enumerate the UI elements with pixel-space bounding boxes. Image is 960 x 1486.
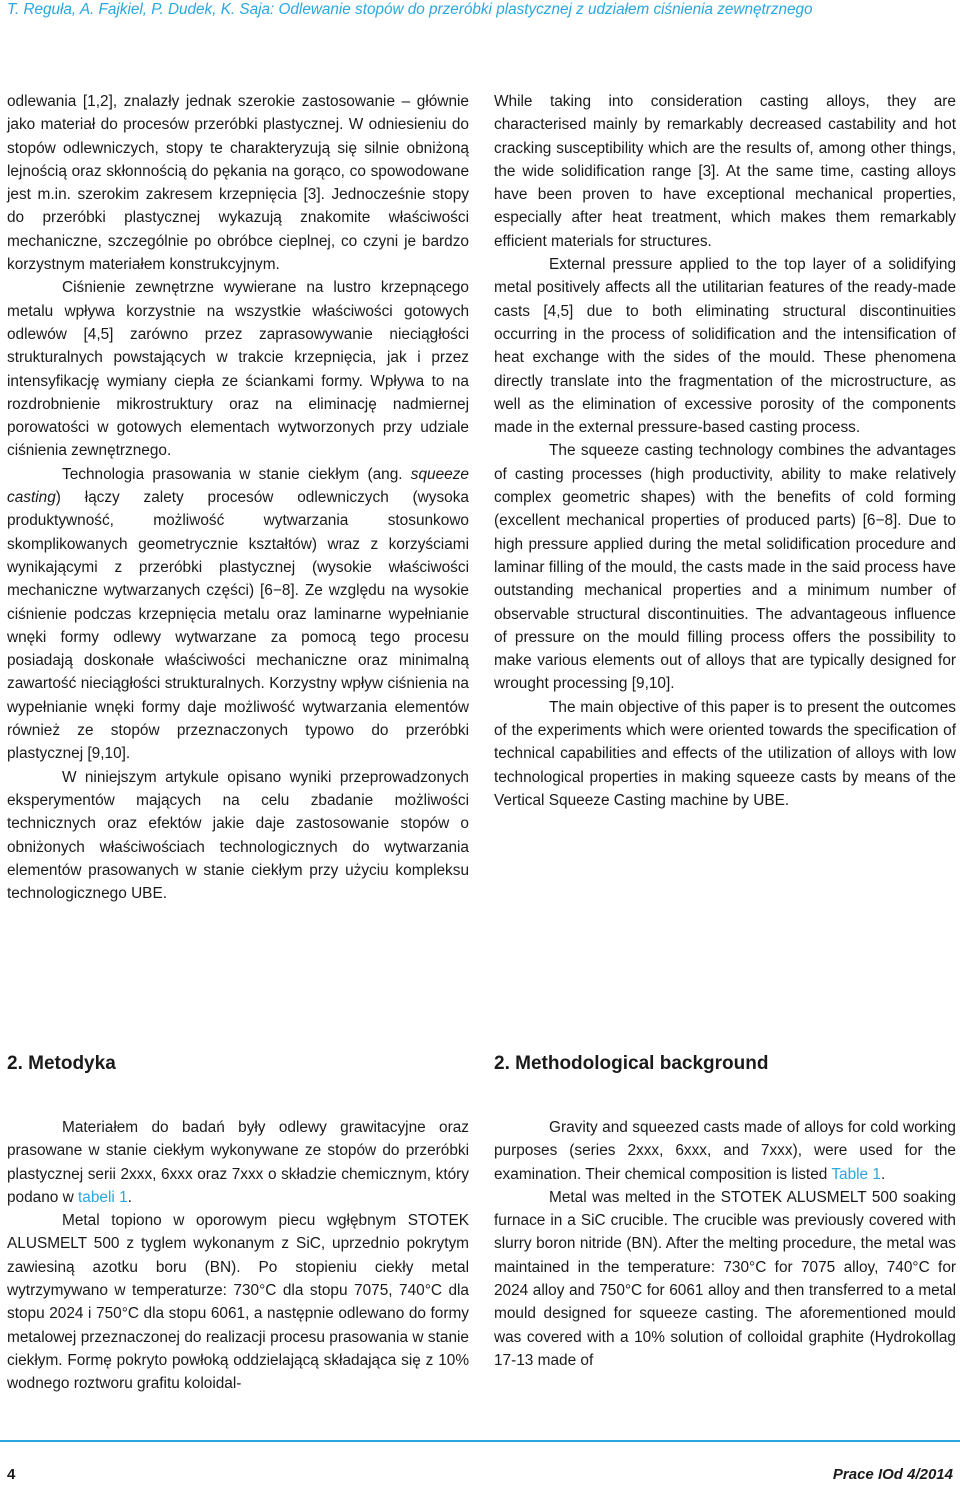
table-link[interactable]: Table 1 (831, 1165, 881, 1183)
paragraph: External pressure applied to the top layer of a solidifying metal positively affects all the utilitarian features of the ready-made casts [4,5] due to both eliminating structural discontinuities occurring in the process of solidification and the intensification of heat exchange with the sides of the mould. These phenomena directly translate into the fragmentation of the microstructure, as well as the elimination of excessive porosity of the components made in the external pressure-based casting process. (494, 256, 956, 437)
paragraph: W niniejszym artykule opisano wyniki przeprowadzonych eksperymentów mających na celu zbadanie możliwości technicznych oraz efektów jakie daje zastosowanie stopów o obniżonych właściwościach technologicznych do wytwarzania elementów prasowanych w stanie ciekłym przy użyciu kompleksu technologicznego UBE. (7, 768, 469, 903)
paragraph: Metal topiono w oporowym piecu wgłębnym STOTEK ALUSMELT 500 z tyglem wykonanym z SiC, uprzednio pokrytym zawiesiną azotku boru (BN). Po stopieniu ciekły metal wytrzymywano w temperaturze: 730°C dla stopu 7075, 740°C dla stopu 2024 i 750°C dla stopu 6061, a następnie odlewano do formy metalowej przeznaczonej do realizacji procesu prasowania w stanie ciekłym. Formę pokryto powłoką oddzielającą składająca się z 10% wodnego roztworu grafitu koloidal- (7, 1212, 469, 1393)
running-header: T. Reguła, A. Fajkiel, P. Dudek, K. Saja: Odlewanie stopów do przeróbki plastycznej z udziałem ciśnienia zewnętrznego (7, 1, 813, 18)
italic-term: squeeze casting (7, 465, 469, 507)
table-link[interactable]: tabeli 1 (78, 1188, 128, 1206)
page-number: 4 (7, 1466, 16, 1483)
paragraph: Gravity and squeezed casts made of alloys for cold working purposes (series 2xxx, 6xxx, and 7xxx), were used for the examination. Their chemical composition is listed Table 1. (494, 1119, 956, 1183)
footer-divider (0, 1440, 960, 1442)
right-column-bottom (494, 1116, 956, 1372)
paragraph: Materiałem do badań były odlewy grawitacyjne oraz prasowane w stanie ciekłym wykonywane ze stopów do przeróbki plastycznej serii 2xxx, 6xxx oraz 7xxx o składzie chemicznym, który podano w tabeli 1. (7, 1119, 469, 1206)
section-heading-pl: 2. Metodyka (7, 1053, 116, 1074)
paragraph: Metal was melted in the STOTEK ALUSMELT 500 soaking furnace in a SiC crucible. The crucible was previously covered with slurry boron nitride (BN). After the melting procedure, the metal was maintained in the temperature: 730°C for 7075 alloy, 740°C for 2024 alloy and 750°C for 6061 alloy and then transferred to a metal mould designed for squeeze casting. The aforementioned mould was covered with a 10% solution of colloidal graphite (Hydrokollag 17-13 made of (494, 1188, 956, 1369)
journal-name: Prace IOd 4/2014 (832, 1466, 953, 1483)
paragraph: Technologia prasowania w stanie ciekłym (ang. squeeze casting) łączy zalety procesów odlewniczych (wysoka produktywność, możliwość wytwarzania stosunkowo skomplikowanych geometrycznie kształtów) wraz z korzyściami wynikającymi z przeróbki plastycznej (wysokie właściwości mechaniczne wytwarzanych części) [6−8]. Ze względu na wysokie ciśnienie podczas krzepnięcia metalu oraz laminarne wypełnianie wnęki formy odlewy wytwarzane za pomocą tego procesu posiadają doskonałe właściwości mechaniczne oraz minimalną zawartość nieciągłości strukturalnych. Korzystny wpływ ciśnienia na wypełnianie wnęki formy daje możliwość wytwarzania elementów również ze stopów przeznaczonych typowo do przeróbki plastycznej [9,10]. (7, 465, 469, 763)
paragraph: Ciśnienie zewnętrzne wywierane na lustro krzepnącego metalu wpływa korzystnie na wszystkie właściwości gotowych odlewów [4,5] zarówno przez zaprasowywanie nieciągłości strukturalnych powstających w trakcie krzepnięcia, jak i przez intensyfikację wymiany ciepła ze ściankami formy. Wpływa to na rozdrobnienie mikrostruktury oraz na eliminację nadmiernej porowatości w gotowych elementach wytworzonych przy udziale ciśnienia zewnętrznego. (7, 279, 469, 460)
right-column-top (494, 90, 956, 812)
paragraph: While taking into consideration casting alloys, they are characterised mainly by remarkably decreased castability and hot cracking susceptibility which are the results of, among other things, the wide solidification range [3]. At the same time, casting alloys have been proven to have exceptional mechanical properties, especially after heat treatment, which makes them remarkably efficient materials for structures. (494, 93, 956, 250)
left-column-bottom (7, 1116, 469, 1396)
left-column-top (7, 90, 469, 905)
paragraph: odlewania [1,2], znalazły jednak szerokie zastosowanie – głównie jako materiał do procesów przeróbki plastycznej. W odniesieniu do stopów odlewniczych, stopy te charakteryzują się silnie obniżoną lejnością oraz skłonnością do pękania na gorąco, co spowodowane jest m.in. szerokim zakresem krzepnięcia [3]. Jednocześnie stopy do przeróbki plastycznej wykazują znakomite właściwości mechaniczne, szczególnie po obróbce cieplnej, co czyni je bardzo korzystnym materiałem konstrukcyjnym. (7, 93, 469, 274)
paragraph: The main objective of this paper is to present the outcomes of the experiments which were oriented towards the specification of technical capabilities and effects of the utilization of alloys with low technological properties in making squeeze casts by means of the Vertical Squeeze Casting machine by UBE. (494, 698, 956, 809)
paragraph: The squeeze casting technology combines the advantages of casting processes (high productivity, ability to make relatively complex geometric shapes) with the benefits of cold forming (excellent mechanical properties of produced parts) [6−8]. Due to high pressure applied during the metal solidification procedure and laminar filling of the mould, the casts made in the said process have outstanding mechanical properties and a minimum number of observable structural discontinuities. The advantageous influence of pressure on the mould filling process offers the possibility to make various elements out of alloys that are typically designed for wrought processing [9,10]. (494, 442, 956, 693)
section-heading-en: 2. Methodological background (494, 1053, 769, 1074)
